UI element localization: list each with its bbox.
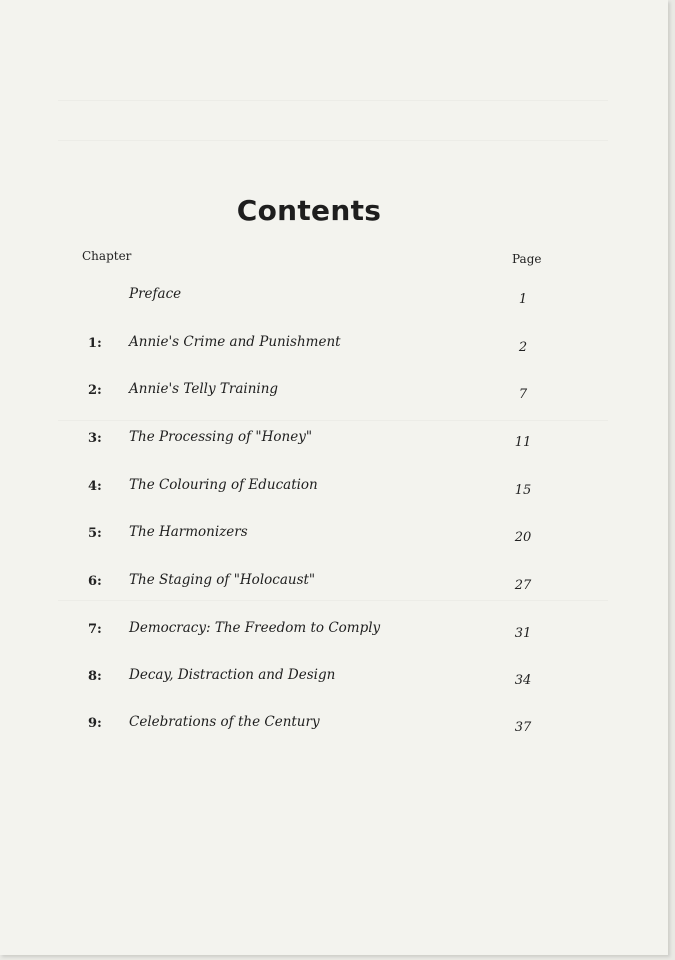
page-number: 1 <box>518 292 528 307</box>
toc-entry-1 <box>0 334 668 356</box>
toc-entry-9 <box>0 714 668 736</box>
chapter-number: 8: <box>88 669 102 684</box>
chapter-number: 4: <box>88 479 102 494</box>
show-through-line <box>58 140 608 141</box>
toc-entry-3 <box>0 429 668 451</box>
toc-entry-2 <box>0 381 668 403</box>
chapter-title: Preface <box>129 286 182 302</box>
page-number: 20 <box>514 530 532 545</box>
chapter-number: 3: <box>88 431 102 446</box>
toc-entry-7 <box>0 620 668 642</box>
show-through-line <box>58 100 608 101</box>
page-number: 11 <box>514 435 532 450</box>
chapter-number: 7: <box>88 622 102 637</box>
chapter-number: 2: <box>88 383 102 398</box>
page-number: 15 <box>514 483 532 498</box>
chapter-title: The Colouring of Education <box>129 477 318 493</box>
chapter-title: The Harmonizers <box>129 524 248 540</box>
toc-entry-8 <box>0 667 668 689</box>
page-number: 7 <box>518 387 528 402</box>
toc-entry-6 <box>0 572 668 594</box>
chapter-title: The Processing of "Honey" <box>129 429 313 445</box>
chapter-column-header: Chapter <box>82 249 132 263</box>
chapter-number: 9: <box>88 716 102 731</box>
page-number: 27 <box>514 578 532 593</box>
page-title: Contents <box>236 194 382 227</box>
chapter-title: Annie's Telly Training <box>129 381 279 397</box>
chapter-title: Decay, Distraction and Design <box>129 667 336 683</box>
show-through-line <box>58 600 608 601</box>
chapter-title: Democracy: The Freedom to Comply <box>129 620 381 636</box>
page-number: 2 <box>518 340 528 355</box>
chapter-number: 6: <box>88 574 102 589</box>
toc-entry-preface <box>0 286 668 308</box>
chapter-title: Celebrations of the Century <box>129 714 320 730</box>
toc-entry-5 <box>0 524 668 546</box>
page-column-header: Page <box>512 252 542 266</box>
chapter-title: Annie's Crime and Punishment <box>129 334 341 350</box>
page-number: 37 <box>514 720 532 735</box>
page-number: 34 <box>514 673 532 688</box>
toc-entry-4 <box>0 477 668 499</box>
page-number: 31 <box>514 626 532 641</box>
chapter-number: 5: <box>88 526 102 541</box>
show-through-line <box>58 420 608 421</box>
chapter-title: The Staging of "Holocaust" <box>129 572 316 588</box>
chapter-number: 1: <box>88 336 102 351</box>
